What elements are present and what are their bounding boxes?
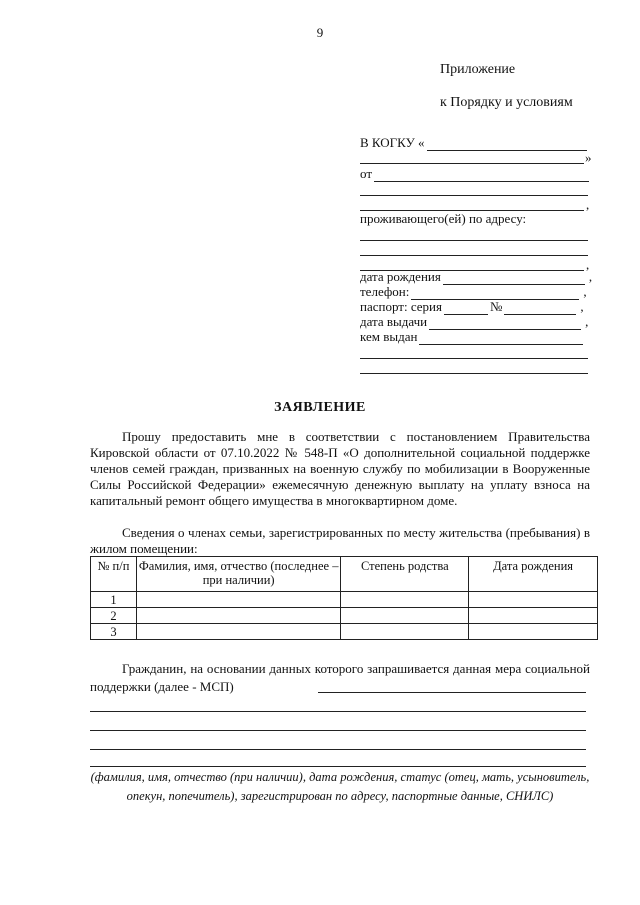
document-title: ЗАЯВЛЕНИЕ (274, 400, 366, 415)
birth-date-cell[interactable] (469, 608, 598, 624)
table-header-row (91, 557, 598, 592)
issue-date-field[interactable] (429, 319, 581, 330)
issue-date-label: дата выдачи (360, 314, 428, 329)
residence-label: проживающего(ей) по адресу: (360, 211, 527, 226)
phone-label: телефон: (360, 284, 410, 299)
phone-row (360, 286, 587, 300)
comma: , (585, 314, 589, 329)
birth-date-field[interactable] (443, 274, 585, 285)
issued-by-line3[interactable] (360, 373, 588, 374)
comma: , (586, 257, 590, 272)
birth-date-cell[interactable] (469, 624, 598, 640)
appendix-title: Приложение (440, 62, 516, 77)
to-field-line2[interactable] (360, 163, 584, 164)
citizen-text: Гражданин, на основании данных которого запрашивается данная мера социальной поддержки (далее - МСП) (90, 661, 590, 694)
comma: , (580, 299, 584, 314)
request-text: Прошу предоставить мне в соответствии с постановлением Правительства Кировской области от 07.10.2022 № 548-П «О дополнительной социальной поддержке членов семей граждан, призванных на военную службу по мобилизации в Вооруженные Силы Российской Федерации» ежемесячную денежную выплату на уплату взноса на капитальный ремонт общего имущества в многоквартирном доме. (90, 429, 590, 508)
close-quote: » (585, 150, 592, 165)
relationship-cell[interactable] (341, 592, 469, 608)
header-birth-date: Дата рождения (469, 557, 598, 592)
comma: , (586, 197, 590, 212)
passport-label: паспорт: серия (360, 299, 442, 314)
header-relationship: Степень родства (341, 557, 469, 592)
to-label: В КОГКУ « (360, 135, 425, 150)
relationship-cell[interactable] (341, 608, 469, 624)
from-field[interactable] (374, 171, 589, 182)
from-field-line2[interactable] (360, 195, 588, 196)
to-field[interactable] (427, 140, 587, 151)
citizen-field-line5[interactable] (90, 766, 586, 767)
birth-date-row (360, 271, 592, 285)
citizen-field-line1[interactable] (318, 692, 586, 693)
row-number: 3 (91, 624, 137, 640)
citizen-field-caption: (фамилия, имя, отчество (при наличии), дата рождения, статус (отец, мать, усыновитель, опекун, попечитель), зарегистрирован по адресу, паспортные данные, СНИЛС) (90, 770, 590, 803)
table-row (91, 592, 598, 608)
relationship-cell[interactable] (341, 624, 469, 640)
passport-row (360, 301, 584, 315)
passport-number-field[interactable] (504, 304, 576, 315)
issue-date-row (360, 316, 588, 330)
header-full-name: Фамилия, имя, отчество (последнее – при наличии) (136, 557, 341, 592)
header-number: № п/п (91, 557, 137, 592)
passport-number-label: № (489, 299, 503, 314)
family-members-table (90, 556, 598, 640)
from-label: от (360, 166, 373, 181)
residence-line2[interactable] (360, 255, 588, 256)
comma: , (583, 284, 587, 299)
citizen-paragraph (90, 660, 590, 696)
family-intro-paragraph (90, 525, 590, 557)
issued-by-row (360, 331, 583, 345)
issued-by-line2[interactable] (360, 358, 588, 359)
issued-by-label: кем выдан (360, 329, 418, 344)
citizen-field-line4[interactable] (90, 749, 586, 750)
comma: , (588, 269, 593, 284)
full-name-cell[interactable] (136, 624, 341, 640)
citizen-field-line3[interactable] (90, 730, 586, 731)
row-number: 2 (91, 608, 137, 624)
to-row (360, 137, 587, 151)
residence-line1[interactable] (360, 240, 588, 241)
citizen-field-line2[interactable] (90, 711, 586, 712)
table-row (91, 624, 598, 640)
row-number: 1 (91, 592, 137, 608)
issued-by-field[interactable] (419, 334, 583, 345)
full-name-cell[interactable] (136, 608, 341, 624)
passport-series-field[interactable] (444, 304, 488, 315)
family-intro-text: Сведения о членах семьи, зарегистрированных по месту жительства (пребывания) в жилом помещении: (90, 525, 590, 556)
birth-date-cell[interactable] (469, 592, 598, 608)
from-row (360, 168, 589, 182)
page-number: 9 (316, 25, 324, 40)
full-name-cell[interactable] (136, 592, 341, 608)
table-row (91, 608, 598, 624)
birth-date-label: дата рождения (360, 269, 441, 284)
request-paragraph (90, 429, 590, 509)
appendix-subtitle: к Порядку и условиям (440, 95, 573, 110)
